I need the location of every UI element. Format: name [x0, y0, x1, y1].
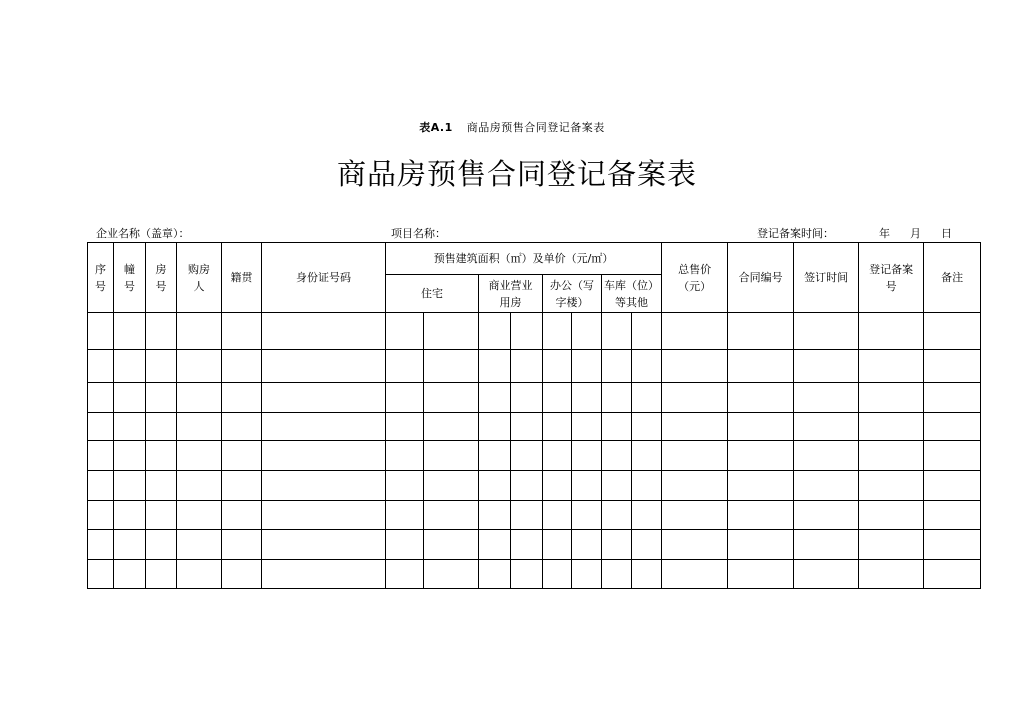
table-cell[interactable]: [662, 350, 728, 383]
table-cell[interactable]: [424, 383, 479, 413]
table-row: [88, 413, 981, 441]
table-cell[interactable]: [114, 313, 146, 350]
header-garage: 车库（位） 等其他: [602, 275, 662, 313]
table-cell[interactable]: [146, 560, 177, 589]
table-cell[interactable]: [632, 560, 662, 589]
table-cell[interactable]: [662, 501, 728, 530]
table-cell[interactable]: [222, 413, 262, 441]
table-row: [88, 560, 981, 589]
table-cell[interactable]: [88, 313, 114, 350]
table-row: [88, 313, 981, 350]
table-cell[interactable]: [262, 441, 386, 471]
table-cell[interactable]: [572, 383, 602, 413]
header-commercial: 商业营业 用房: [479, 275, 543, 313]
table-cell[interactable]: [632, 313, 662, 350]
table-cell[interactable]: [794, 471, 859, 501]
table-cell[interactable]: [924, 560, 981, 589]
table-cell[interactable]: [924, 530, 981, 560]
table-cell[interactable]: [572, 313, 602, 350]
table-cell[interactable]: [602, 560, 632, 589]
table-cell[interactable]: [511, 530, 543, 560]
table-cell[interactable]: [572, 441, 602, 471]
table-cell[interactable]: [88, 441, 114, 471]
table-cell[interactable]: [262, 560, 386, 589]
header-sign-time: 签订时间: [794, 243, 859, 313]
table-cell[interactable]: [632, 383, 662, 413]
table-cell[interactable]: [114, 501, 146, 530]
table-cell[interactable]: [479, 313, 511, 350]
table-cell[interactable]: [424, 413, 479, 441]
project-name-label: 项目名称：: [391, 227, 446, 240]
table-cell[interactable]: [662, 413, 728, 441]
table-row: [88, 501, 981, 530]
table-cell[interactable]: [924, 413, 981, 441]
table-cell[interactable]: [386, 383, 424, 413]
table-cell[interactable]: [602, 413, 632, 441]
table-cell[interactable]: [424, 313, 479, 350]
header-seq: 序 号: [88, 243, 114, 313]
table-cell[interactable]: [572, 530, 602, 560]
table-cell[interactable]: [146, 383, 177, 413]
table-cell[interactable]: [859, 350, 924, 383]
table-cell[interactable]: [222, 313, 262, 350]
table-cell[interactable]: [511, 501, 543, 530]
table-cell[interactable]: [728, 313, 794, 350]
table-cell[interactable]: [479, 471, 511, 501]
table-cell[interactable]: [543, 530, 572, 560]
header-office: 办公（写 字楼）: [543, 275, 602, 313]
table-cell[interactable]: [222, 530, 262, 560]
table-row: [88, 441, 981, 471]
table-cell[interactable]: [794, 501, 859, 530]
table-cell[interactable]: [632, 501, 662, 530]
table-caption: [0, 119, 1024, 135]
table-cell[interactable]: [262, 383, 386, 413]
header-room: 房 号: [146, 243, 177, 313]
table-cell[interactable]: [424, 530, 479, 560]
table-cell[interactable]: [543, 383, 572, 413]
table-cell[interactable]: [88, 501, 114, 530]
table-cell[interactable]: [386, 530, 424, 560]
table-cell[interactable]: [386, 501, 424, 530]
table-cell[interactable]: [146, 350, 177, 383]
table-cell[interactable]: [572, 413, 602, 441]
table-cell[interactable]: [424, 560, 479, 589]
table-cell[interactable]: [728, 413, 794, 441]
table-cell[interactable]: [262, 350, 386, 383]
table-cell[interactable]: [146, 413, 177, 441]
registration-date: [879, 225, 952, 241]
table-cell[interactable]: [262, 413, 386, 441]
header-buyer: 购房 人: [177, 243, 222, 313]
registration-time-label: 登记备案时间：: [757, 227, 834, 240]
table-cell[interactable]: [511, 413, 543, 441]
table-cell[interactable]: [222, 560, 262, 589]
table-cell[interactable]: [924, 501, 981, 530]
table-cell[interactable]: [386, 560, 424, 589]
header-building: 幢 号: [114, 243, 146, 313]
table-cell[interactable]: [479, 560, 511, 589]
table-cell[interactable]: [543, 441, 572, 471]
table-cell[interactable]: [859, 471, 924, 501]
table-cell[interactable]: [511, 441, 543, 471]
table-cell[interactable]: [794, 530, 859, 560]
table-cell[interactable]: [222, 501, 262, 530]
table-cell[interactable]: [632, 413, 662, 441]
company-name-label: 企业名称（盖章）：: [96, 227, 190, 240]
table-cell[interactable]: [572, 471, 602, 501]
table-cell[interactable]: [794, 413, 859, 441]
table-cell[interactable]: [859, 413, 924, 441]
table-cell[interactable]: [479, 383, 511, 413]
table-cell[interactable]: [632, 350, 662, 383]
table-cell[interactable]: [543, 350, 572, 383]
table-row: [88, 350, 981, 383]
table-cell[interactable]: [88, 560, 114, 589]
table-cell[interactable]: [177, 350, 222, 383]
table-cell[interactable]: [262, 471, 386, 501]
table-cell[interactable]: [114, 471, 146, 501]
table-cell[interactable]: [177, 383, 222, 413]
table-cell[interactable]: [543, 501, 572, 530]
table-cell[interactable]: [572, 350, 602, 383]
table-cell[interactable]: [794, 383, 859, 413]
table-cell[interactable]: [88, 413, 114, 441]
table-cell[interactable]: [177, 501, 222, 530]
table-cell[interactable]: [386, 413, 424, 441]
day-label: 日: [941, 227, 952, 240]
table-cell[interactable]: [794, 441, 859, 471]
caption-label: 表A.1: [419, 121, 453, 134]
table-cell[interactable]: [632, 441, 662, 471]
table-cell[interactable]: [511, 313, 543, 350]
table-cell[interactable]: [88, 350, 114, 383]
table-cell[interactable]: [662, 530, 728, 560]
table-cell[interactable]: [114, 413, 146, 441]
table-cell[interactable]: [662, 441, 728, 471]
table-cell[interactable]: [859, 313, 924, 350]
header-residence: 住宅: [386, 275, 479, 313]
table-cell[interactable]: [177, 530, 222, 560]
table-cell[interactable]: [262, 530, 386, 560]
table-cell[interactable]: [662, 313, 728, 350]
table-cell[interactable]: [859, 383, 924, 413]
table-cell[interactable]: [177, 413, 222, 441]
table-cell[interactable]: [924, 350, 981, 383]
table-cell[interactable]: [924, 471, 981, 501]
table-cell[interactable]: [479, 350, 511, 383]
table-cell[interactable]: [859, 530, 924, 560]
table-cell[interactable]: [146, 471, 177, 501]
table-cell[interactable]: [146, 441, 177, 471]
table-cell[interactable]: [146, 530, 177, 560]
header-id-number: 身份证号码: [262, 243, 386, 313]
table-cell[interactable]: [114, 530, 146, 560]
table-cell[interactable]: [602, 471, 632, 501]
table-cell[interactable]: [479, 413, 511, 441]
table-cell[interactable]: [602, 350, 632, 383]
header-total-price: 总售价 （元）: [662, 243, 728, 313]
table-cell[interactable]: [177, 471, 222, 501]
table-cell[interactable]: [662, 471, 728, 501]
table-cell[interactable]: [114, 383, 146, 413]
header-contract-number: 合同编号: [728, 243, 794, 313]
header-registration-number: 登记备案 号: [859, 243, 924, 313]
table-cell[interactable]: [602, 441, 632, 471]
table-cell[interactable]: [543, 413, 572, 441]
table-cell[interactable]: [88, 383, 114, 413]
table-cell[interactable]: [728, 501, 794, 530]
table-cell[interactable]: [543, 471, 572, 501]
table-cell[interactable]: [222, 350, 262, 383]
table-cell[interactable]: [543, 560, 572, 589]
table-body: [88, 313, 981, 589]
table-cell[interactable]: [602, 383, 632, 413]
table-cell[interactable]: [262, 501, 386, 530]
table-cell[interactable]: [146, 501, 177, 530]
table-cell[interactable]: [88, 530, 114, 560]
table-cell[interactable]: [386, 313, 424, 350]
header-note: 备注: [924, 243, 981, 313]
table-cell[interactable]: [511, 471, 543, 501]
table-cell[interactable]: [511, 383, 543, 413]
table-cell[interactable]: [794, 560, 859, 589]
table-cell[interactable]: [386, 471, 424, 501]
table-cell[interactable]: [114, 350, 146, 383]
table-row: [88, 383, 981, 413]
header-row-1: [88, 243, 981, 275]
table-cell[interactable]: [479, 530, 511, 560]
table-cell[interactable]: [114, 441, 146, 471]
table-row: [88, 471, 981, 501]
table-cell[interactable]: [114, 560, 146, 589]
table-cell[interactable]: [728, 441, 794, 471]
table-cell[interactable]: [924, 313, 981, 350]
table-row: [88, 530, 981, 560]
table-cell[interactable]: [728, 471, 794, 501]
table-cell[interactable]: [662, 560, 728, 589]
table-cell[interactable]: [222, 471, 262, 501]
table-cell[interactable]: [479, 501, 511, 530]
table-cell[interactable]: [424, 471, 479, 501]
table-cell[interactable]: [859, 560, 924, 589]
table-cell[interactable]: [632, 471, 662, 501]
table-cell[interactable]: [924, 383, 981, 413]
table-cell[interactable]: [728, 560, 794, 589]
table-cell[interactable]: [728, 350, 794, 383]
table-cell[interactable]: [859, 441, 924, 471]
table-cell[interactable]: [222, 383, 262, 413]
table-cell[interactable]: [572, 501, 602, 530]
table-cell[interactable]: [88, 471, 114, 501]
table-cell[interactable]: [479, 441, 511, 471]
table-cell[interactable]: [424, 441, 479, 471]
table-cell[interactable]: [262, 313, 386, 350]
table-cell[interactable]: [511, 350, 543, 383]
table-cell[interactable]: [794, 350, 859, 383]
table-cell[interactable]: [146, 313, 177, 350]
header-area-price-group: 预售建筑面积（㎡）及单价（元/㎡）: [386, 243, 662, 275]
year-label: 年: [879, 227, 890, 240]
table-cell[interactable]: [859, 501, 924, 530]
table-cell[interactable]: [924, 441, 981, 471]
table-cell[interactable]: [424, 350, 479, 383]
table-cell[interactable]: [728, 530, 794, 560]
table-cell[interactable]: [386, 441, 424, 471]
table-cell[interactable]: [728, 383, 794, 413]
table-cell[interactable]: [177, 441, 222, 471]
table-cell[interactable]: [386, 350, 424, 383]
table-cell[interactable]: [177, 560, 222, 589]
table-cell[interactable]: [424, 501, 479, 530]
table-cell[interactable]: [222, 441, 262, 471]
table-cell[interactable]: [602, 501, 632, 530]
table-cell[interactable]: [662, 383, 728, 413]
table-cell[interactable]: [602, 313, 632, 350]
table-cell[interactable]: [602, 530, 632, 560]
header-origin: 籍贯: [222, 243, 262, 313]
page-title: 商品房预售合同登记备案表: [336, 157, 697, 191]
table-cell[interactable]: [794, 313, 859, 350]
caption-title: 商品房预售合同登记备案表: [466, 121, 605, 134]
registration-table: [87, 242, 981, 589]
table-cell[interactable]: [572, 560, 602, 589]
table-cell[interactable]: [511, 560, 543, 589]
table-cell[interactable]: [177, 313, 222, 350]
table-cell[interactable]: [543, 313, 572, 350]
month-label: 月: [910, 227, 921, 240]
table-cell[interactable]: [632, 530, 662, 560]
